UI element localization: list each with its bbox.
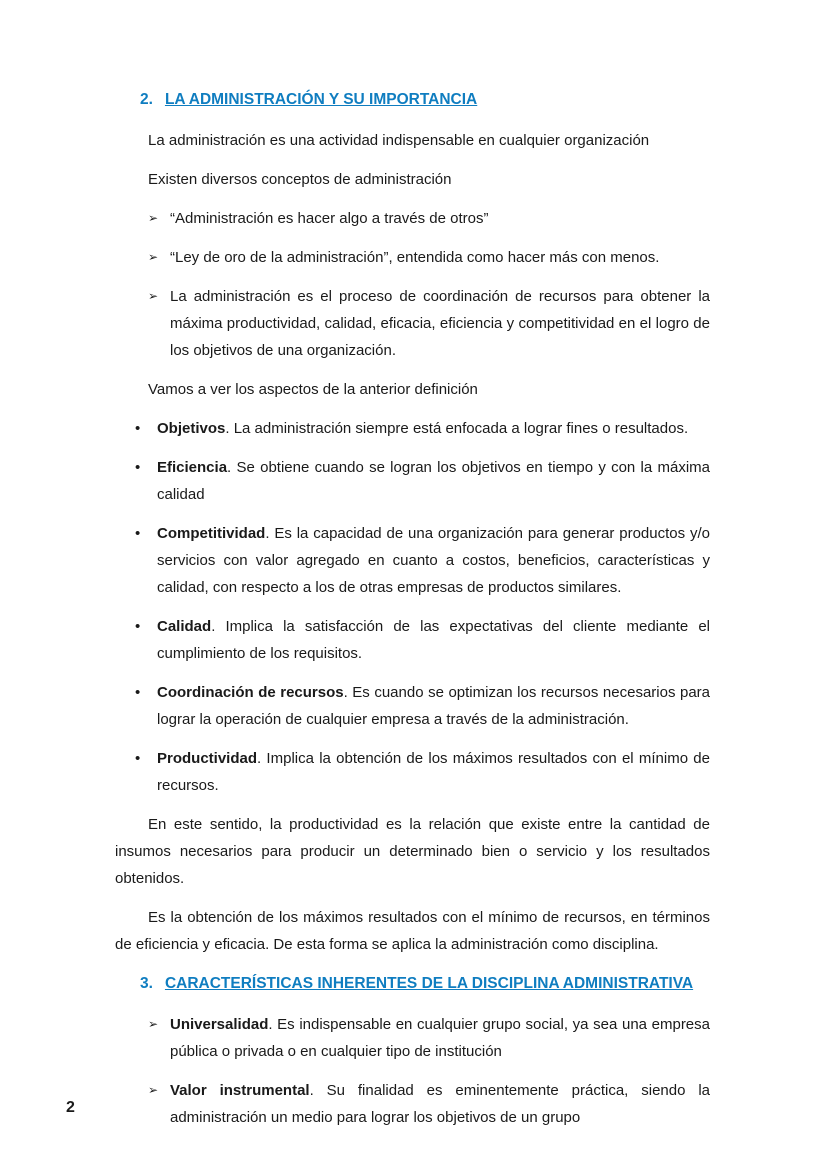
definition: . Es indispensable en cualquier grupo social, ya sea una empresa pública o privada o en cualquier tipo de institución	[170, 1016, 710, 1060]
list-item-text	[170, 1082, 710, 1126]
definition: . Se obtiene cuando se logran los objetivos en tiempo y con la máxima calidad	[157, 459, 710, 503]
term: Objetivos	[157, 420, 226, 437]
dot-bullet-icon: •	[135, 750, 141, 767]
list-item-text: “Administración es hacer algo a través de otros”	[170, 210, 489, 227]
list-item-text	[157, 420, 688, 437]
section-3-heading-title: CARACTERÍSTICAS INHERENTES DE LA DISCIPLINA ADMINISTRATIVA	[164, 975, 694, 992]
dot-bullet-icon: •	[135, 618, 141, 635]
definition: . Es cuando se optimizan los recursos necesarios para lograr la operación de cualquier empresa a través de la administración.	[157, 684, 711, 728]
section-3-heading	[140, 970, 710, 997]
page-number: 2	[66, 1099, 75, 1116]
term: Coordinación de recursos	[157, 684, 344, 701]
list-item-text: La administración es el proceso de coordinación de recursos para obtener la máxima productividad, calidad, eficacia, eficiencia y competitividad en el logro de los objetivos de una organización.	[170, 288, 710, 359]
concepts-list	[115, 205, 710, 364]
list-item	[148, 283, 710, 364]
closing-paragraph: Es la obtención de los máximos resultados con el mínimo de recursos, en términos de eficiencia y eficacia. De esta forma se aplica la administración como disciplina.	[115, 909, 710, 953]
arrow-bullet-icon: ➢	[148, 250, 159, 264]
dot-bullet-icon: •	[135, 525, 141, 542]
definition: . La administración siempre está enfocada a lograr fines o resultados.	[225, 420, 689, 437]
list-item	[148, 244, 710, 271]
aspects-intro-paragraph: Vamos a ver los aspectos de la anterior definición	[148, 381, 478, 398]
definition: . Su finalidad es eminentemente práctica, siendo la administración un medio para lograr los objetivos de un grupo	[170, 1082, 710, 1126]
definition: . Implica la obtención de los máximos resultados con el mínimo de recursos.	[157, 750, 710, 794]
list-item-text	[157, 618, 710, 662]
list-item-text	[157, 525, 710, 596]
arrow-bullet-icon: ➢	[148, 1017, 159, 1031]
dot-bullet-icon: •	[135, 420, 141, 437]
list-item-text	[157, 750, 710, 794]
section-2-heading-number: 2.	[140, 91, 153, 108]
section-2-heading	[140, 86, 710, 113]
list-item	[133, 454, 710, 508]
list-item	[148, 1011, 710, 1065]
characteristics-list	[115, 1011, 710, 1131]
term: Universalidad	[170, 1016, 269, 1033]
list-item	[133, 415, 710, 442]
list-item	[133, 613, 710, 667]
arrow-bullet-icon: ➢	[148, 289, 159, 303]
term: Productividad	[157, 750, 258, 767]
term: Calidad	[157, 618, 212, 635]
list-item-text	[157, 459, 710, 503]
list-item	[148, 205, 710, 232]
list-item	[148, 1077, 710, 1131]
term: Valor instrumental	[170, 1082, 310, 1099]
term: Eficiencia	[157, 459, 228, 476]
list-item-text	[170, 1016, 710, 1060]
list-item	[133, 745, 710, 799]
term: Competitividad	[157, 525, 266, 542]
dot-bullet-icon: •	[135, 459, 141, 476]
aspects-list	[115, 415, 710, 799]
closing-paragraph: En este sentido, la productividad es la relación que existe entre la cantidad de insumos necesarios para producir un determinado bien o servicio y los resultados obtenidos.	[115, 816, 710, 887]
list-item-text: “Ley de oro de la administración”, entendida como hacer más con menos.	[170, 249, 660, 266]
arrow-bullet-icon: ➢	[148, 211, 159, 225]
dot-bullet-icon: •	[135, 684, 141, 701]
list-item	[133, 520, 710, 601]
list-item	[133, 679, 710, 733]
section-3-heading-number: 3.	[140, 975, 153, 992]
intro-paragraph: La administración es una actividad indispensable en cualquier organización	[148, 132, 650, 149]
intro-paragraph: Existen diversos conceptos de administración	[148, 171, 452, 188]
section-2-heading-title: LA ADMINISTRACIÓN Y SU IMPORTANCIA	[164, 91, 478, 108]
definition: . Implica la satisfacción de las expectativas del cliente mediante el cumplimiento de los requisitos.	[157, 618, 710, 662]
list-item-text	[157, 684, 710, 728]
definition: . Es la capacidad de una organización para generar productos y/o servicios con valor agregado en cuanto a costos, beneficios, características y calidad, con respecto a los de otras empresas de productos similares.	[157, 525, 710, 596]
arrow-bullet-icon: ➢	[148, 1083, 159, 1097]
